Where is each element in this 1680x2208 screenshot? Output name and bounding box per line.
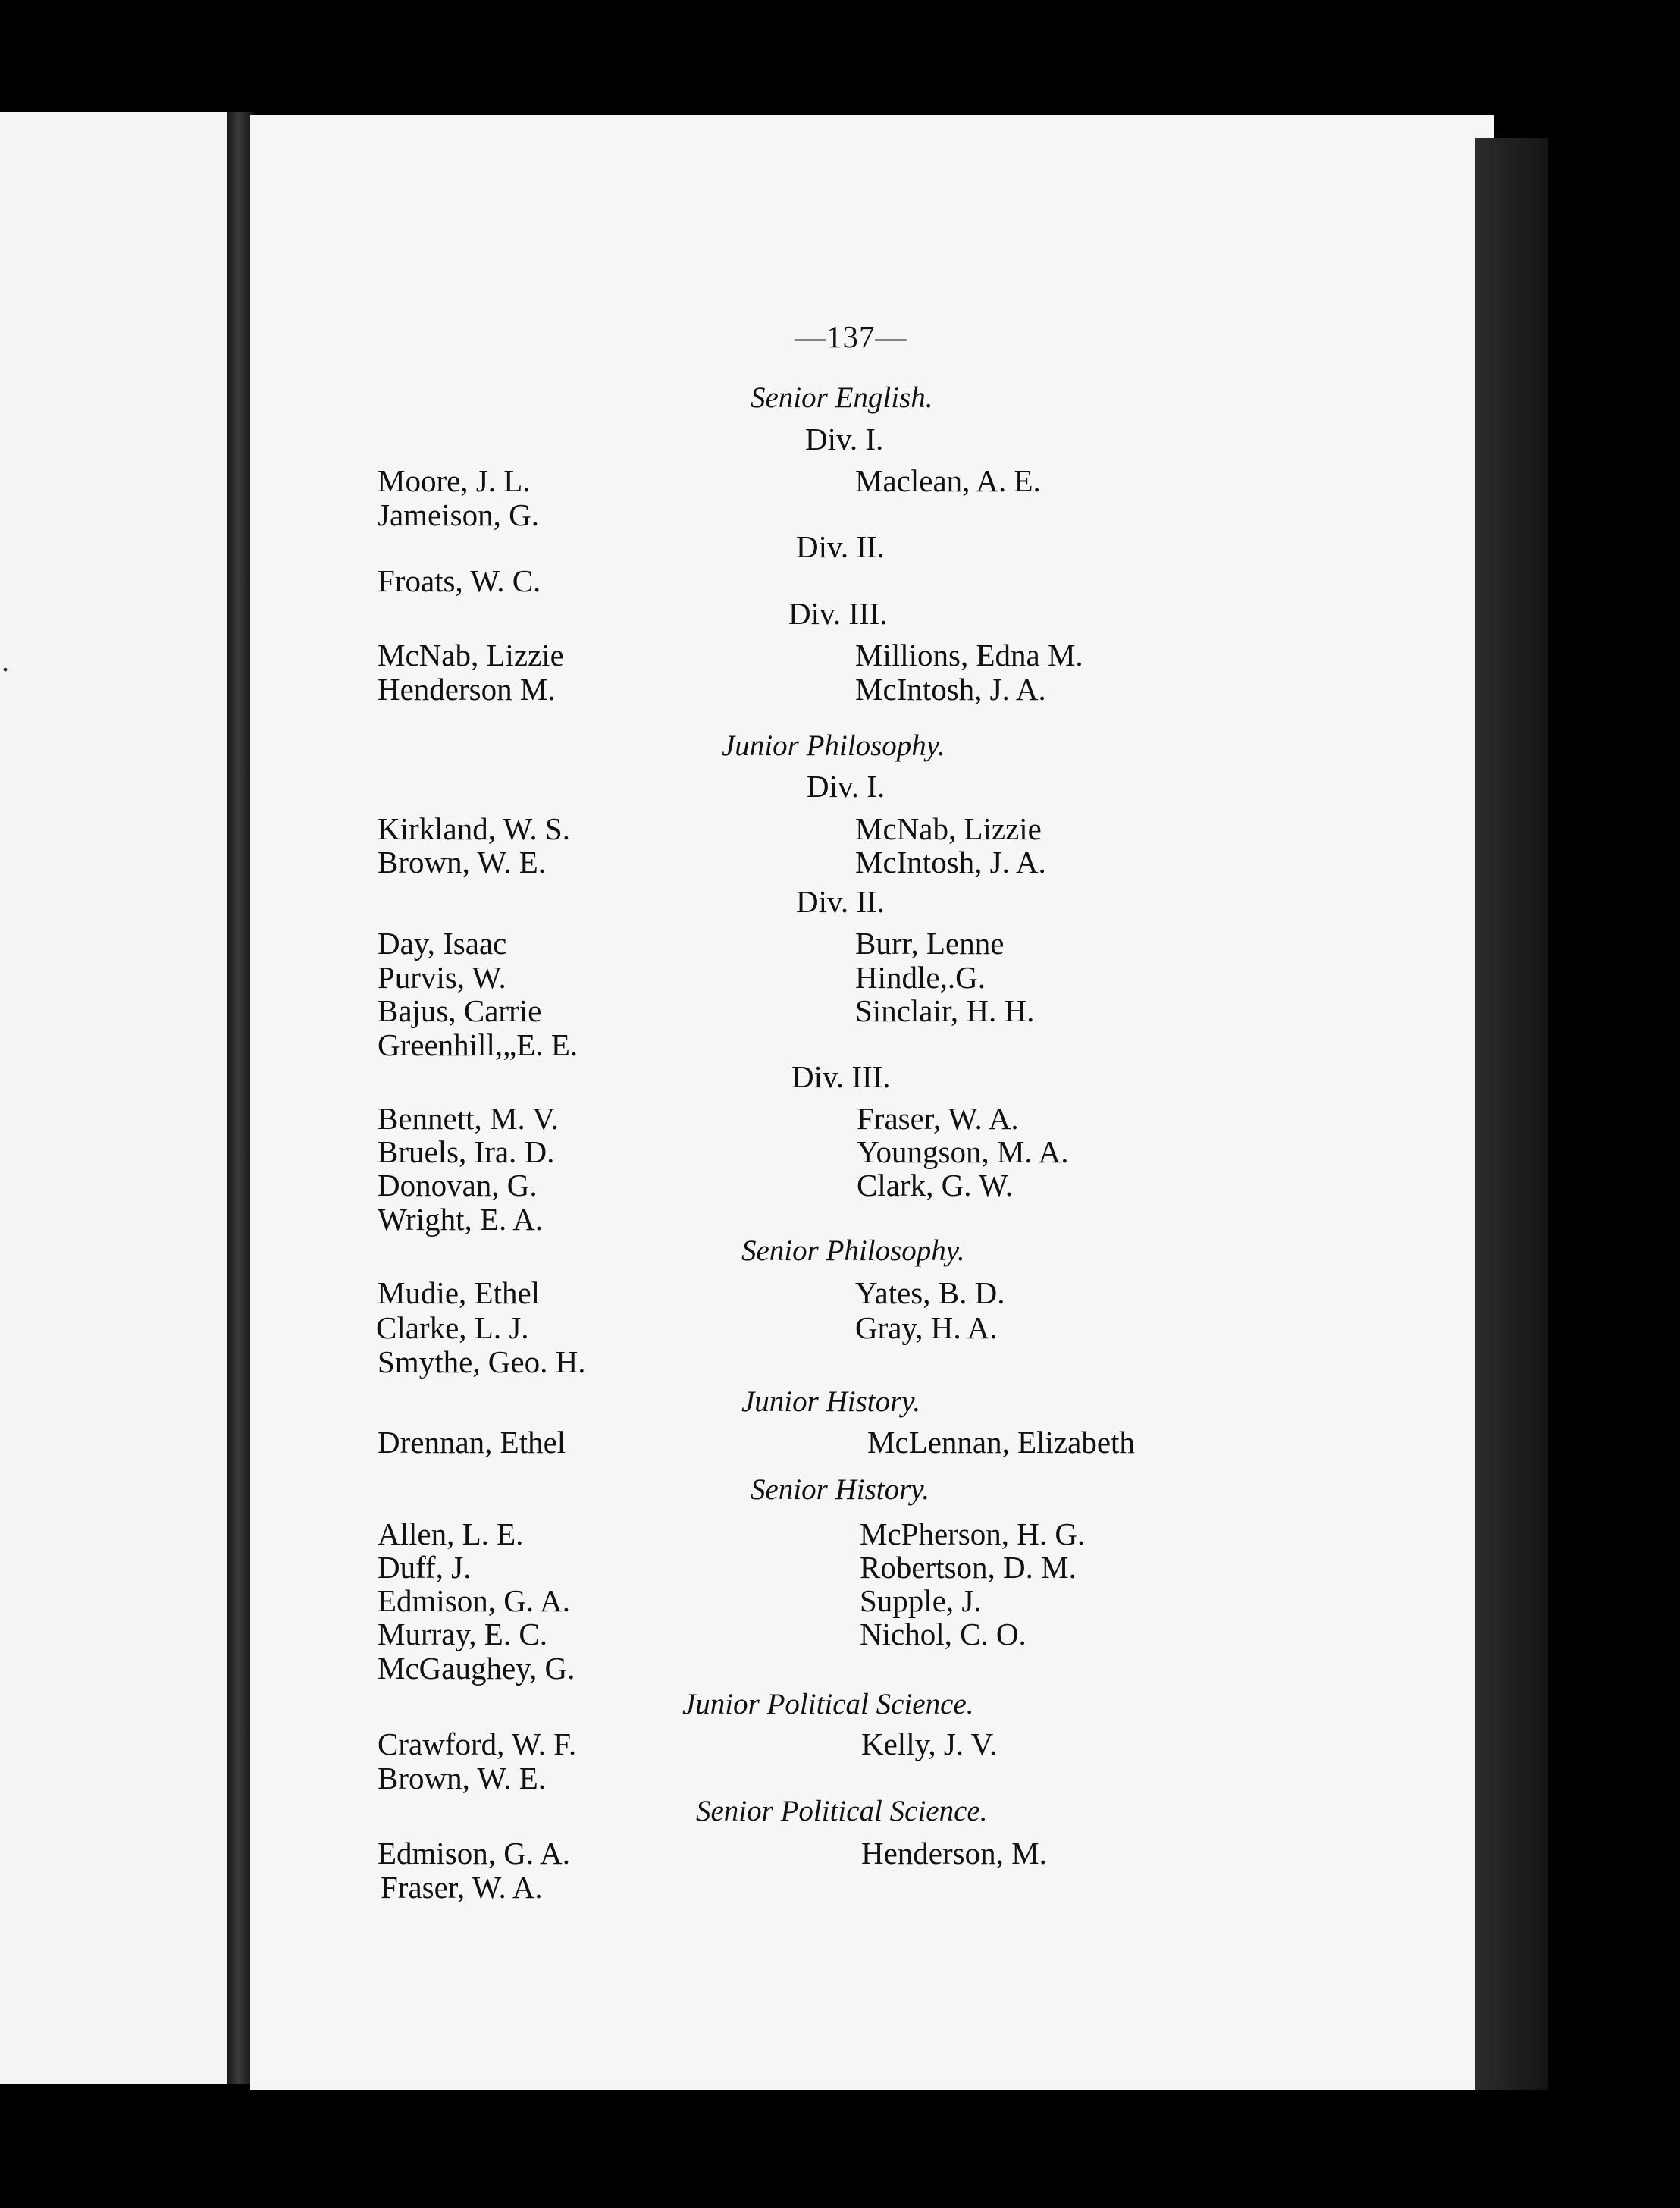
- page-number: —137—: [795, 319, 907, 354]
- left-name: Allen, L. E.: [378, 1516, 524, 1551]
- division-label: Div. II.: [796, 529, 885, 564]
- right-name: Kelly, J. V.: [861, 1727, 998, 1761]
- left-name: Fraser, W. A.: [381, 1870, 543, 1905]
- left-name: Mudie, Ethel: [378, 1275, 541, 1310]
- right-name: Clark, G. W.: [857, 1168, 1014, 1203]
- right-name: Robertson, D. M.: [860, 1550, 1077, 1585]
- page-edge-shadow: [1475, 138, 1548, 2090]
- heading-senior-english: Senior English.: [751, 381, 933, 414]
- right-name: McIntosh, J. A.: [855, 845, 1046, 880]
- heading-senior-history: Senior History.: [751, 1473, 930, 1506]
- heading-junior-political-science: Junior Political Science.: [682, 1688, 974, 1720]
- right-name: Sinclair, H. H.: [855, 993, 1035, 1028]
- left-page-mark: .: [2, 644, 9, 678]
- heading-senior-philosophy: Senior Philosophy.: [741, 1234, 965, 1267]
- left-name: McGaughey, G.: [378, 1651, 575, 1686]
- heading-senior-political-science: Senior Political Science.: [696, 1795, 988, 1827]
- left-name: Henderson M.: [378, 672, 556, 707]
- right-name: Henderson, M.: [861, 1836, 1047, 1871]
- division-label: Div. III.: [788, 596, 888, 631]
- left-name: Edmison, G. A.: [378, 1836, 570, 1871]
- right-name: McLennan, Elizabeth: [867, 1425, 1135, 1460]
- right-name: Maclean, A. E.: [855, 463, 1041, 498]
- right-name: McIntosh, J. A.: [855, 672, 1046, 707]
- left-name: Bennett, M. V.: [378, 1101, 559, 1136]
- right-name: Gray, H. A.: [855, 1310, 998, 1345]
- right-name: McPherson, H. G.: [860, 1516, 1086, 1551]
- right-name: Burr, Lenne: [855, 926, 1005, 961]
- left-name: Duff, J.: [378, 1550, 472, 1585]
- left-name: Wright, E. A.: [378, 1202, 544, 1237]
- left-name: Day, Isaac: [378, 926, 507, 961]
- division-label: Div. I.: [805, 422, 884, 456]
- left-name: McNab, Lizzie: [378, 638, 564, 673]
- right-name: Nichol, C. O.: [860, 1617, 1026, 1651]
- left-name: Brown, W. E.: [378, 1761, 547, 1796]
- right-name: Fraser, W. A.: [857, 1101, 1019, 1136]
- right-name: Millions, Edna M.: [855, 638, 1083, 673]
- division-label: Div. I.: [807, 769, 885, 804]
- right-name: Youngson, M. A.: [857, 1134, 1069, 1169]
- left-name: Murray, E. C.: [378, 1617, 547, 1651]
- left-name: Drennan, Ethel: [378, 1425, 566, 1460]
- left-name: Smythe, Geo. H.: [378, 1344, 586, 1379]
- left-name: Kirkland, W. S.: [378, 811, 570, 846]
- division-label: Div. II.: [796, 884, 885, 919]
- division-label: Div. III.: [791, 1059, 891, 1094]
- left-name: Greenhill,„E. E.: [378, 1027, 578, 1062]
- left-name: Clarke, L. J.: [376, 1310, 529, 1345]
- right-name: McNab, Lizzie: [855, 811, 1042, 846]
- heading-junior-philosophy: Junior Philosophy.: [722, 729, 945, 762]
- left-name: Jameison, G.: [378, 497, 539, 532]
- left-page: [0, 112, 227, 2084]
- left-name: Moore, J. L.: [378, 463, 531, 498]
- right-name: Yates, B. D.: [855, 1275, 1005, 1310]
- left-name: Donovan, G.: [378, 1168, 538, 1203]
- left-name: Bruels, Ira. D.: [378, 1134, 555, 1169]
- left-name: Bajus, Carrie: [378, 993, 542, 1028]
- left-name: Edmison, G. A.: [378, 1583, 570, 1618]
- right-name: Supple, J.: [860, 1583, 982, 1618]
- left-name: Purvis, W.: [378, 960, 506, 995]
- left-name: Brown, W. E.: [378, 845, 547, 880]
- right-name: Hindle,.G.: [855, 960, 986, 995]
- heading-junior-history: Junior History.: [741, 1385, 921, 1418]
- left-name: Froats, W. C.: [378, 563, 541, 598]
- left-name: Crawford, W. F.: [378, 1727, 577, 1761]
